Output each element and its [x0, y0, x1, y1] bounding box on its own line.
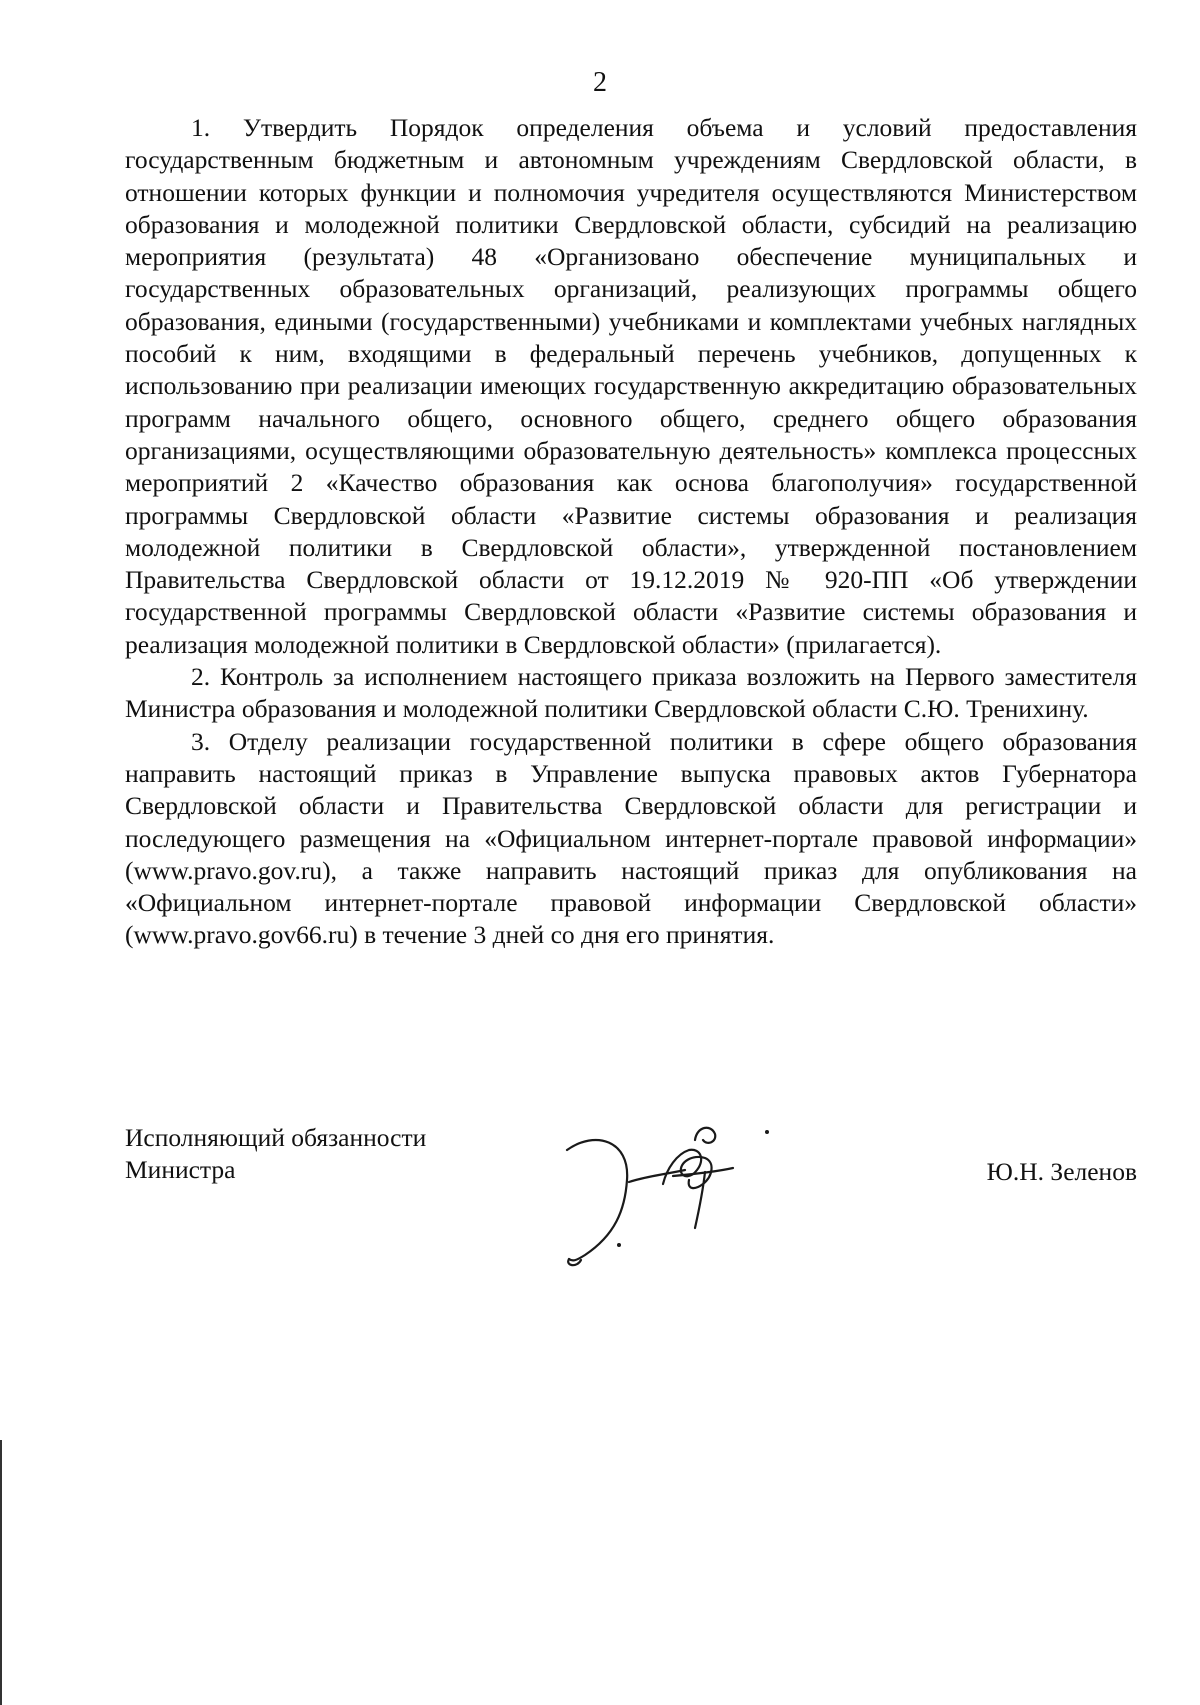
paragraph-1: 1. Утвердить Порядок определения объема и условий предоставления государственным бюджетным и автономным учреждениям Свердловской области, в отношении которых функции и полномочия учредителя осуществляются Министерством образования и молодежной политики Свердловской области, субсидий на реализацию мероприятия (результата) 48 «Организовано обеспечение муниципальных и государственных образовательных организаций, реализующих программы общего образования, едиными (государственными) учебниками и комплектами учебных наглядных пособий к ним, входящими в федеральный перечень учебников, допущенных к использованию при реализации имеющих государственную аккредитацию образовательных программ начального общего, основного общего, среднего общего образования организациями, осуществляющими образовательную деятельность» комплекса процессных мероприятий 2 «Качество образования как основа благополучия» государственной программы Свердловской области «Развитие системы образования и реализация молодежной политики в Свердловской области», утвержденной постановлением Правительства Свердловской области от 19.12.2019 № 920-ПП «Об утверждении государственной программы Свердловской области «Развитие системы образования и реализация молодежной политики в Свердловской области» (прилагается).	[125, 113, 1137, 659]
signature-dot	[765, 1130, 769, 1134]
signatory-position-line-2: Министра	[125, 1155, 236, 1184]
signature-stroke-curl	[695, 1128, 715, 1143]
signatory-position	[125, 1122, 426, 1186]
paragraph-3: 3. Отделу реализации государственной политики в сфере общего образования направить настоящий приказ в Управление выпуска правовых актов Губернатора Свердловской области и Правительства Свердловской области для регистрации и последующего размещения на «Официальном интернет-портале правовой информации» (www.pravo.gov.ru), а также направить настоящий приказ для опубликования на «Официальном интернет-портале правовой информации Свердловской области» (www.pravo.gov66.ru) в течение 3 дней со дня его принятия.	[125, 726, 1137, 950]
signature-stroke-descender	[695, 1172, 705, 1228]
page-number: 2	[593, 67, 607, 98]
paragraph-2: 2. Контроль за исполнением настоящего приказа возложить на Первого заместителя Министра образования и молодежной политики Свердловской области С.Ю. Тренихину.	[125, 662, 1137, 724]
signature-block	[125, 1120, 1137, 1280]
document-body	[125, 112, 1137, 952]
signature-stroke-arc	[567, 1140, 627, 1260]
signatory-position-line-1: Исполняющий обязанности	[125, 1123, 427, 1152]
handwritten-signature	[555, 1110, 785, 1275]
signature-dot	[617, 1243, 621, 1247]
signatory-name: Ю.Н. Зеленов	[986, 1157, 1137, 1186]
scan-edge-line	[0, 1440, 2, 1705]
